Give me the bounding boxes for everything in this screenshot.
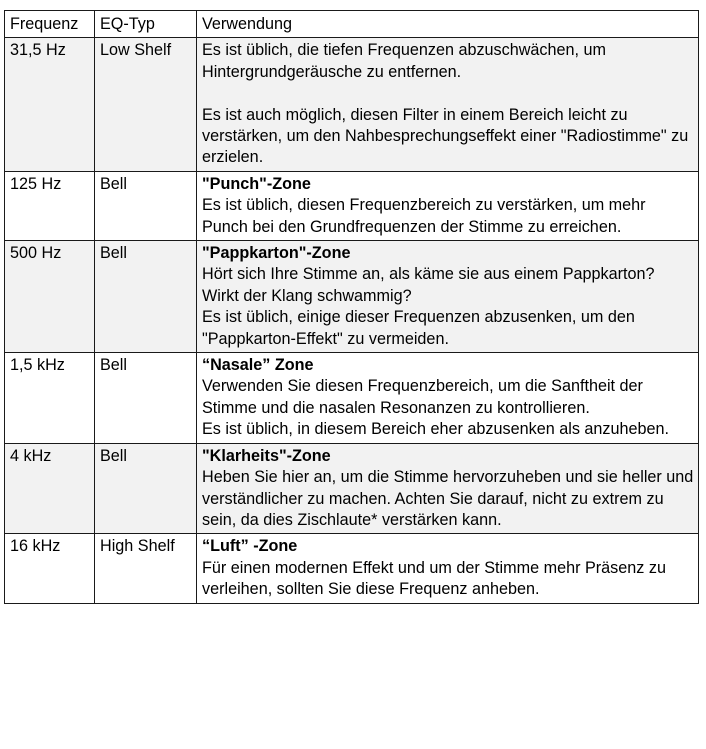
cell-eq-type: Bell [95,241,197,353]
usage-line: Es ist üblich, in diesem Bereich eher abzusenken als anzuheben. [202,420,670,439]
table-row [5,534,699,603]
table-body [5,38,699,603]
zone-title: "Punch"-Zone [202,174,311,193]
table-row [5,443,699,534]
usage-line: Hört sich Ihre Stimme an, als käme sie aus einem Pappkarton? [202,265,655,284]
cell-eq-type: Low Shelf [95,38,197,171]
header-row [5,11,699,38]
cell-frequency: 31,5 Hz [5,38,95,171]
usage-line: Für einen modernen Effekt und um der Stimme mehr Präsenz zu verleihen, sollten Sie diese Frequenz anheben. [202,558,666,599]
eq-frequency-table [4,10,699,604]
cell-frequency: 500 Hz [5,241,95,353]
header-usage: Verwendung [197,11,699,38]
eq-table-container [4,10,699,604]
header-frequency: Frequenz [5,11,95,38]
cell-frequency: 4 kHz [5,443,95,534]
paragraph-gap [202,83,694,104]
cell-usage [197,241,699,353]
cell-usage [197,353,699,444]
table-header [5,11,699,38]
cell-usage [197,171,699,240]
zone-title: "Klarheits"-Zone [202,446,331,465]
header-eq-type: EQ-Typ [95,11,197,38]
usage-line: Heben Sie hier an, um die Stimme hervorzuheben und sie heller und verständlicher zu machen. Achten Sie darauf, nicht zu extrem zu sein, da dies Zischlaute* verstärken kann. [202,468,694,529]
cell-eq-type: Bell [95,171,197,240]
cell-usage [197,534,699,603]
usage-paragraph: Es ist üblich, die tiefen Frequenzen abzuschwächen, um Hintergrundgeräusche zu entfernen. [202,41,607,81]
usage-line: Wirkt der Klang schwammig? [202,286,412,305]
table-row [5,353,699,444]
cell-eq-type: Bell [95,443,197,534]
zone-title: “Luft” -Zone [202,537,298,556]
cell-frequency: 125 Hz [5,171,95,240]
usage-paragraph: Es ist auch möglich, diesen Filter in einem Bereich leicht zu verstärken, um den Nahbesprechungseffekt einer "Radiostimme" zu erzielen. [202,105,689,167]
usage-line: Es ist üblich, einige dieser Frequenzen abzusenken, um den "Pappkarton-Effekt" zu vermeiden. [202,308,635,348]
usage-line: Es ist üblich, diesen Frequenzbereich zu verstärken, um mehr Punch bei den Grundfrequenzen der Stimme zu erreichen. [202,196,646,236]
zone-title: “Nasale” Zone [202,356,314,375]
cell-usage [197,38,699,171]
table-row [5,171,699,240]
cell-eq-type: Bell [95,353,197,444]
table-row [5,38,699,171]
cell-frequency: 1,5 kHz [5,353,95,444]
cell-frequency: 16 kHz [5,534,95,603]
zone-title: "Pappkarton"-Zone [202,244,351,263]
cell-usage [197,443,699,534]
cell-eq-type: High Shelf [95,534,197,603]
table-row [5,241,699,353]
usage-line: Verwenden Sie diesen Frequenzbereich, um die Sanftheit der Stimme und die nasalen Resonanzen zu kontrollieren. [202,377,643,417]
